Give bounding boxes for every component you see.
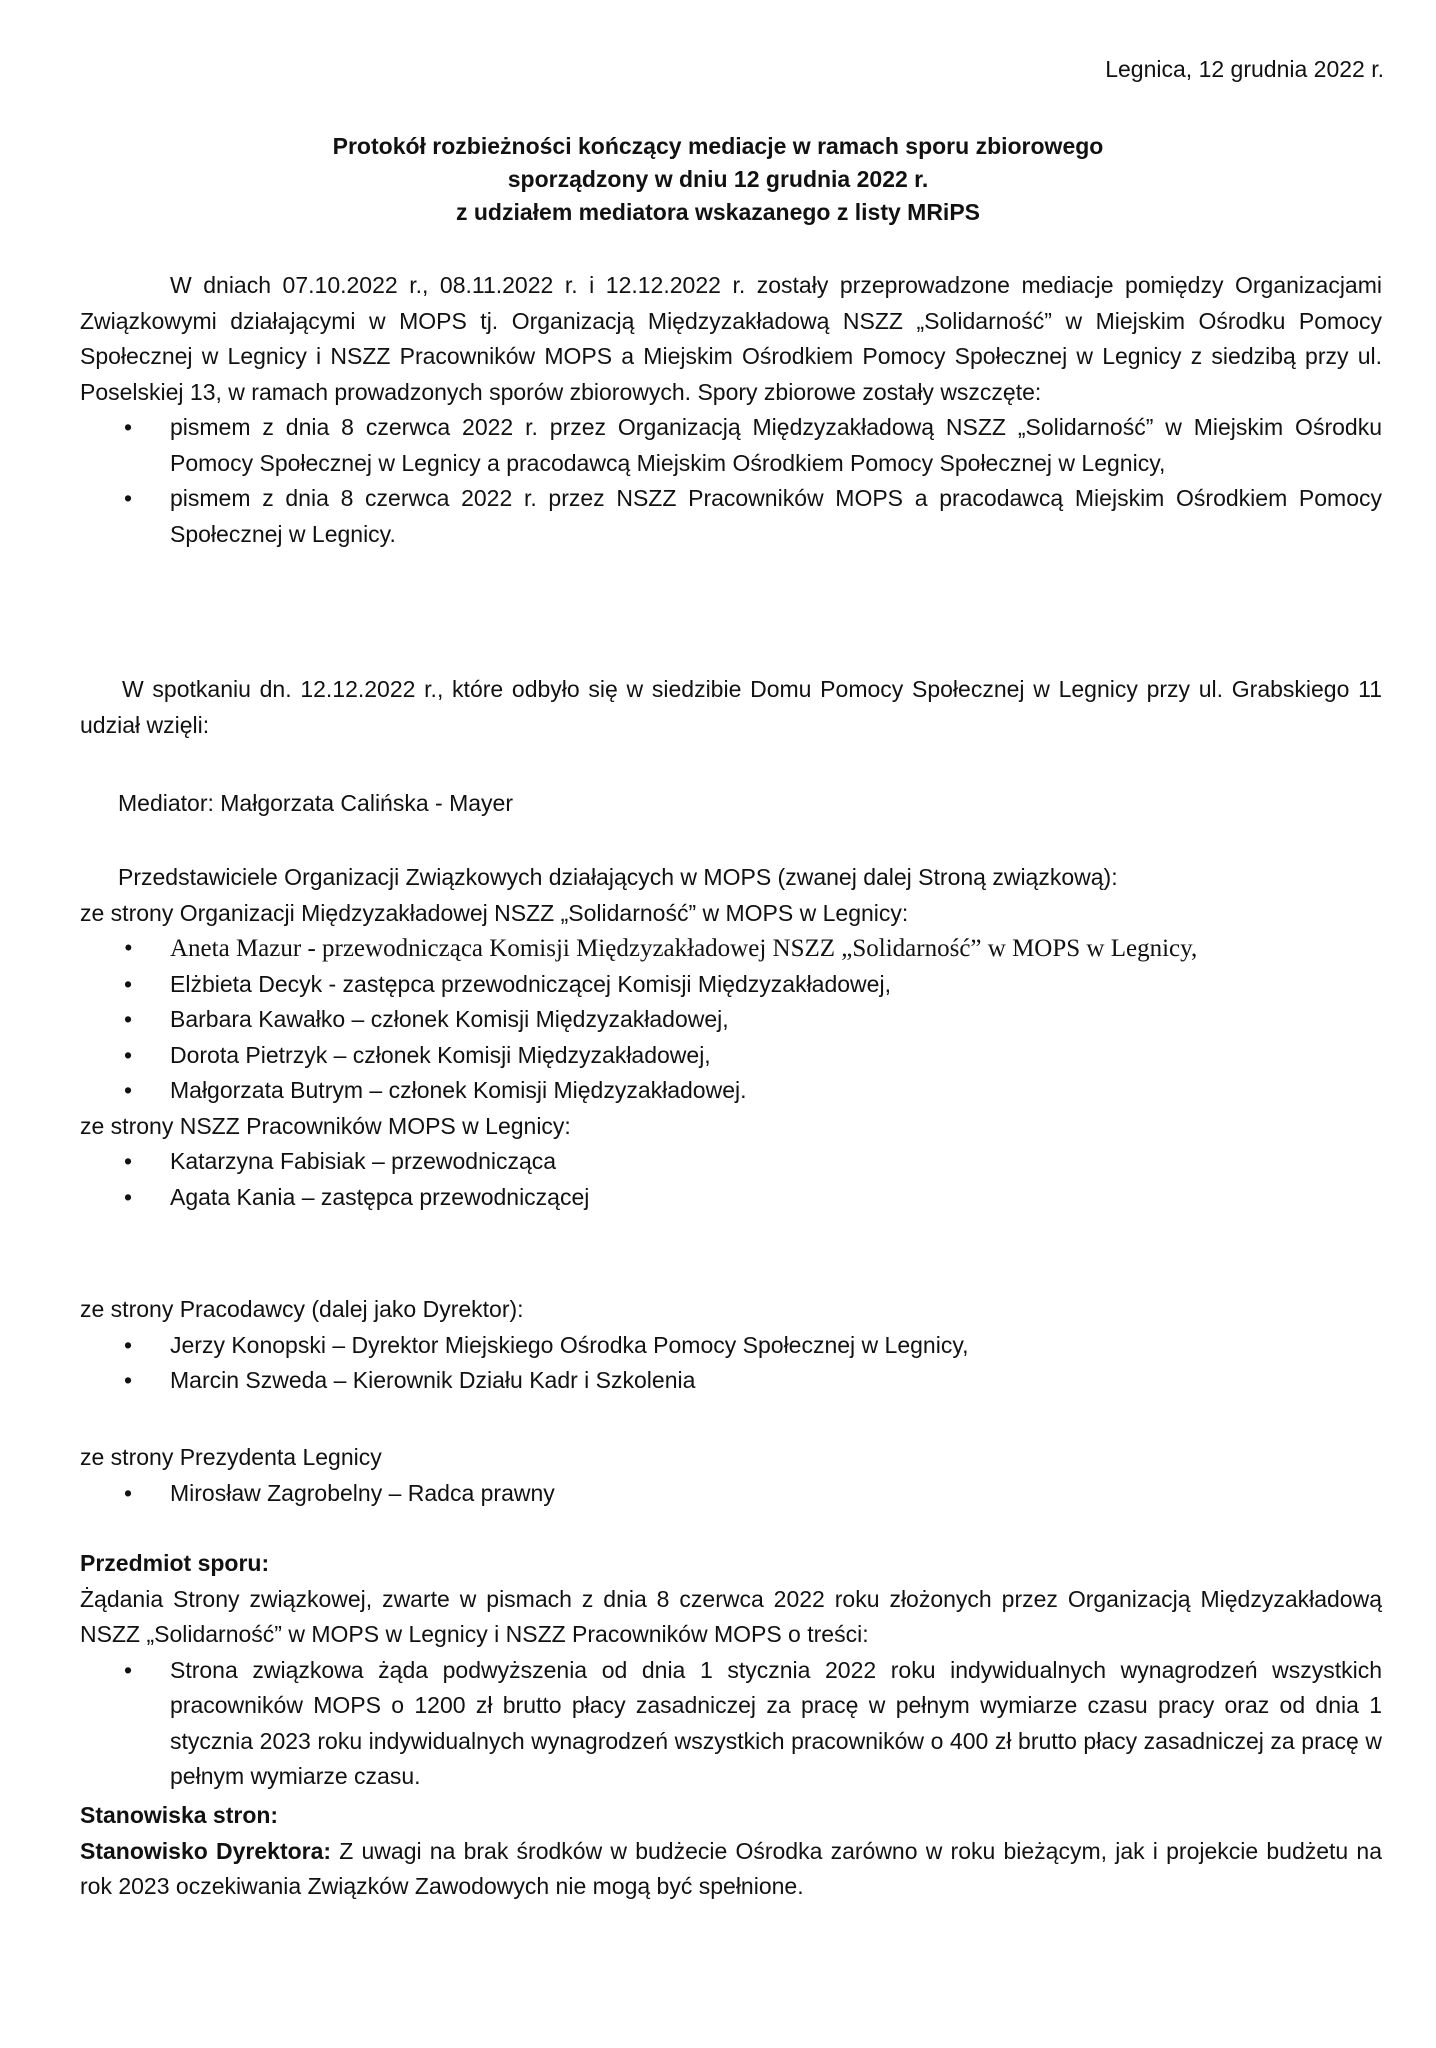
bullet-icon: • [124,485,133,511]
list-item-text: Jerzy Konopski – Dyrektor Miejskiego Ośrodka Pomocy Społecznej w Legnicy, [170,1331,969,1358]
bullet-icon: • [124,1041,133,1068]
bullet-icon: • [124,1367,133,1393]
list-item [80,1144,1382,1180]
director-position-text: Z uwagi na brak środków w budżecie Ośrodka zarówno w roku bieżącym, jak i projekcie budżetu na rok 2023 oczekiwania Związków Zawodowych nie mogą być spełnione. [80,1837,1382,1899]
bullet-icon: • [124,970,133,997]
bullet-icon: • [124,1148,133,1174]
president-section [80,1440,1382,1511]
meeting-paragraph: W spotkaniu dn. 12.12.2022 r., które odbyło się w siedzibie Domu Pomocy Społecznej w Legnicy przy ul. Grabskiego 11 udział wzięli: [80,676,1382,738]
list-item-text: pismem z dnia 8 czerwca 2022 r. przez NSZZ Pracowników MOPS a pracodawcą Miejskim Ośrodkiem Pomocy Społecznej w Legnicy. [170,485,1382,547]
employer-heading: ze strony Pracodawcy (dalej jako Dyrektor): [80,1296,524,1322]
list-item [80,1653,1382,1795]
dispute-section [80,1546,1382,1795]
document-title [0,130,1436,229]
bullet-icon: • [124,1479,133,1506]
title-line-1: Protokół rozbieżności kończący mediacje w ramach sporu zbiorowego [332,133,1104,159]
list-item [80,1328,1382,1364]
bullet-icon: • [124,1183,133,1210]
dispute-paragraph: Żądania Strony związkowej, zwarte w pismach z dnia 8 czerwca 2022 roku złożonych przez Organizacją Międzyzakładową NSZZ „Solidarność” w MOPS w Legnicy i NSZZ Pracowników MOPS o treści: [80,1585,1382,1647]
solidarnosc-heading: ze strony Organizacji Międzyzakładowej NSZZ „Solidarność” w MOPS w Legnicy: [80,899,909,926]
bullet-icon: • [124,1331,133,1358]
list-item-text: Elżbieta Decyk - zastępca przewodniczącej Komisji Międzyzakładowej, [170,970,891,997]
list-item-text: Barbara Kawałko – członek Komisji Międzyzakładowej, [170,1006,729,1032]
list-item-text: Katarzyna Fabisiak – przewodnicząca [170,1148,557,1174]
bullet-icon: • [124,935,133,962]
list-item [80,410,1382,481]
positions-heading: Stanowiska stron: [80,1802,279,1828]
employer-list [80,1328,1382,1399]
list-item-text: Agata Kania – zastępca przewodniczącej [170,1183,590,1210]
list-item [80,1038,1382,1074]
title-line-3: z udziałem mediatora wskazanego z listy MRiPS [455,199,981,225]
bullet-icon: • [124,414,133,440]
solidarnosc-list [80,931,1382,1109]
list-item [80,1180,1382,1216]
meeting-section [80,672,1382,743]
list-item-text: Aneta Mazur - przewodnicząca Komisji Międzyzakładowej NSZZ „Solidarność” w MOPS w Legnicy, [170,935,1198,962]
union-intro: Przedstawiciele Organizacji Związkowych działających w MOPS (zwanej dalej Stroną związkową): [118,864,1118,890]
president-list [80,1476,1382,1512]
list-item-text: pismem z dnia 8 czerwca 2022 r. przez Organizacją Międzyzakładową NSZZ „Solidarność” w Miejskim Ośrodku Pomocy Społecznej w Legnicy a pracodawcą Miejskim Ośrodkiem Pomocy Społecznej w Legnicy, [170,414,1382,476]
director-position-label: Stanowisko Dyrektora: [80,1837,332,1864]
list-item [80,1002,1382,1038]
intro-bullet-list [80,410,1382,552]
intro-paragraph: W dniach 07.10.2022 r., 08.11.2022 r. i 12.12.2022 r. zostały przeprowadzone mediacje pomiędzy Organizacjami Związkowymi działającymi w MOPS tj. Organizacją Międzyzakładową NSZZ „Solidarność” w Miejskim Ośrodku Pomocy Społecznej w Legnicy i NSZZ Pracowników MOPS a Miejskim Ośrodkiem Pomocy Społecznej w Legnicy z siedzibą przy ul. Poselskiej 13, w ramach prowadzonych sporów zbiorowych. Spory zbiorowe zostały wszczęte: [80,272,1382,405]
place-date: Legnica, 12 grudnia 2022 r. [1105,56,1384,82]
list-item-text: Mirosław Zagrobelny – Radca prawny [170,1479,555,1506]
employer-section [80,1292,1382,1399]
bullet-icon: • [124,1656,133,1683]
list-item [80,481,1382,552]
nszz-heading: ze strony NSZZ Pracowników MOPS w Legnicy: [80,1112,571,1139]
dispute-heading: Przedmiot sporu: [80,1550,270,1576]
list-item [80,1476,1382,1512]
list-item [80,931,1382,967]
title-line-2: sporządzony w dniu 12 grudnia 2022 r. [507,166,929,192]
bullet-icon: • [124,1077,133,1103]
intro-section [80,268,1382,552]
list-item-text: Marcin Szweda – Kierownik Działu Kadr i Szkolenia [170,1367,696,1393]
bullet-icon: • [124,1006,133,1032]
list-item-text: Strona związkowa żąda podwyższenia od dnia 1 stycznia 2022 roku indywidualnych wynagrodzeń wszystkich pracowników MOPS o 1200 zł brutto płacy zasadniczej za pracę w pełnym wymiarze czasu pracy oraz od dnia 1 stycznia 2023 roku indywidualnych wynagrodzeń wszystkich pracowników o 400 zł brutto płacy zasadniczej za pracę w pełnym wymiarze czasu. [170,1656,1382,1789]
mediator-line: Mediator: Małgorzata Calińska - Mayer [118,790,513,816]
list-item-text: Dorota Pietrzyk – członek Komisji Międzyzakładowej, [170,1041,711,1068]
list-item [80,1363,1382,1399]
list-item-text: Małgorzata Butrym – członek Komisji Międzyzakładowej. [170,1077,747,1103]
nszz-list [80,1144,1382,1215]
president-heading: ze strony Prezydenta Legnicy [80,1444,382,1470]
dispute-list [80,1653,1382,1795]
participants-section [80,860,1382,1215]
list-item [80,1073,1382,1109]
list-item [80,967,1382,1003]
positions-section [80,1798,1382,1905]
director-position [80,1834,1382,1905]
